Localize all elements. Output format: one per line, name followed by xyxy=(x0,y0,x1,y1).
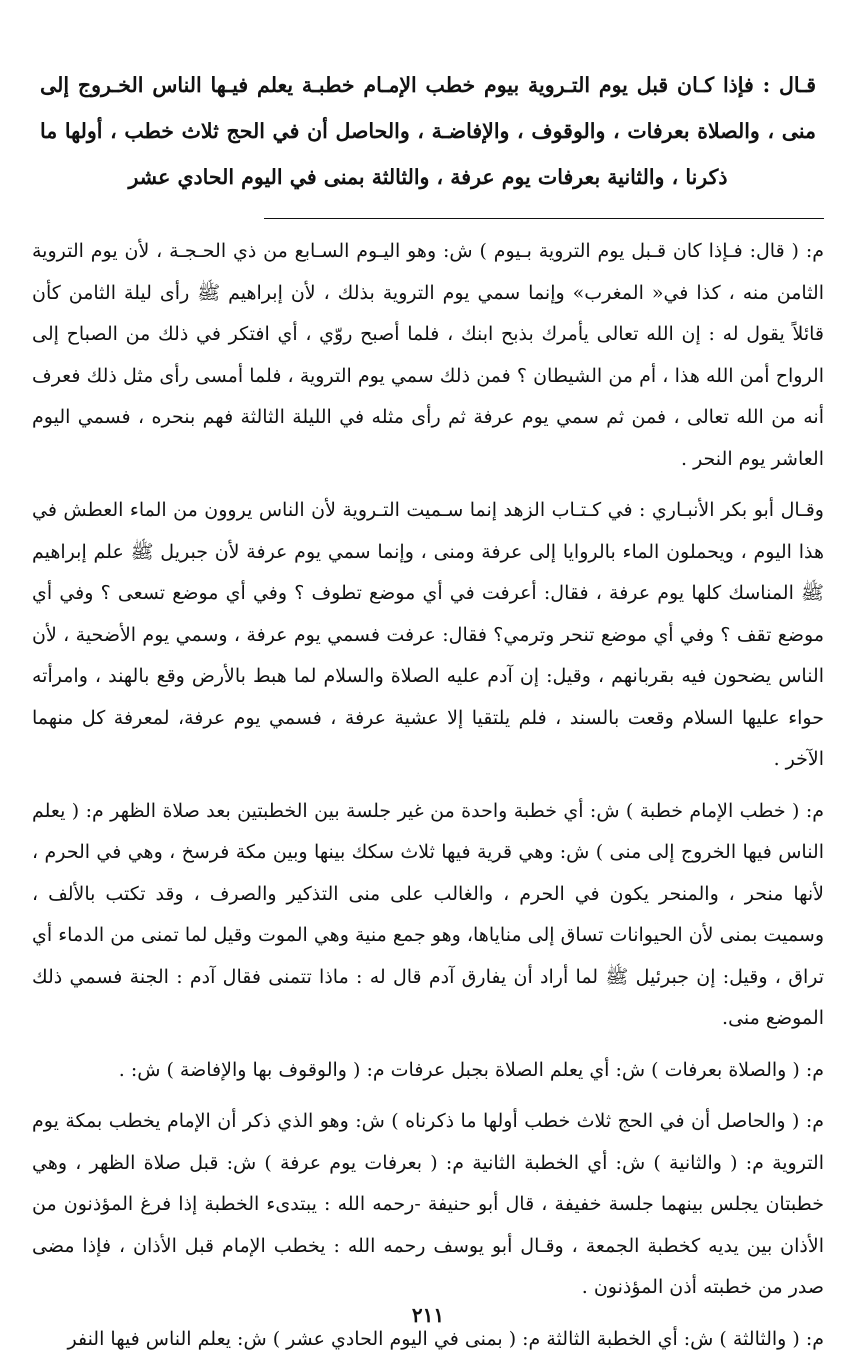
commentary-body xyxy=(32,231,824,1360)
paragraph-5: م: ( والحاصل أن في الحج ثلاث خطب أولها ما ذكرناه ) ش: وهو الذي ذكر أن الإمام يخطب بمكة يوم التروية م: ( والثانية ) ش: أي الخطبة الثانية م: ( بعرفات يوم عرفة ) ش: قبل صلاة الظهر ، وهي خطبتان يجلس بينهما جلسة خفيفة ، قال أبو حنيفة -رحمه الله : يبتدىء الخطبة إذا فرغ المؤذنون من الأذان بين يديه كخطبة الجمعة ، وقـال أبو يوسف رحمه الله : يخطب الإمام قبل الأذان ، فإذا مضى صدر من خطبته أذن المؤذنون . xyxy=(32,1110,824,1298)
page-number: ٢١١ xyxy=(411,1303,445,1327)
paragraph-2: وقـال أبو بكر الأنبـاري : في كـتـاب الزهد إنما سـميت التـروية لأن الناس يروون من الماء العطش في هذا اليوم ، ويحملون الماء بالروايا إلى عرفة ومنى ، وإنما سمي يوم عرفة لأن جبريل ﷺ علم إبراهيم ﷺ المناسك كلها يوم عرفة ، فقال: أعرفت في أي موضع تطوف ؟ وفي أي موضع تسعى ؟ وفي أي موضع تقف ؟ وفي أي موضع تنحر وترمي؟ فقال: عرفت فسمي يوم عرفة ، وسمي يوم الأضحية ، لأن الناس يضحون فيه بقربانهم ، وقيل: إن آدم عليه الصلاة والسلام لما هبط بالأرض وقع بالهند ، وامرأته حواء عليها السلام وقعت بالسند ، فلم يلتقيا إلا عشية عرفة ، فسمي يوم عرفة، لمعرفة كل منهما الآخر . xyxy=(32,499,824,770)
paragraph-3: م: ( خطب الإمام خطبة ) ش: أي خطبة واحدة من غير جلسة بين الخطبتين بعد صلاة الظهر م: ( يعلم الناس فيها الخروج إلى منى ) ش: وهي قرية فيها ثلاث سكك بينها وبين مكة فرسخ ، وهي في الحرم ، لأنها منحر ، والمنحر يكون في الحرم ، والغالب على منى التذكير والصرف ، وقد تكتب بالألف ، وسميت بمنى لأن الحيوانات تساق إلى مناياها، وهو جمع منية وهي الموت وقيل لما تمنى من الدماء أي تراق ، وقيل: إن جبرئيل ﷺ لما أراد أن يفارق آدم قال له : ماذا تتمنى فقال آدم : الجنة فسمي ذلك الموضع منى. xyxy=(32,799,824,1029)
paragraph-6: م: ( والثالثة ) ش: أي الخطبة الثالثة م: ( بمنى في اليوم الحادي عشر ) ش: يعلم الناس فيها النفر xyxy=(67,1327,824,1350)
paragraph-1: م: ( قال: فـإذا كان قـبل يوم التروية بـيوم ) ش: وهو اليـوم السـابع من ذي الحـجـة ، لأن يوم التروية الثامن منه ، كذا في« المغرب» وإنما سمي يوم التروية بذلك ، لأن إبراهيم ﷺ رأى ليلة الثامن كأن قائلاً يقول له : إن الله تعالى يأمرك بذبح ابنك ، فلما أصبح روّي ، أي افتكر في ذلك من الصباح إلى الرواح أمن الله هذا ، أم من الشيطان ؟ فمن ذلك سمي يوم التروية ، فلما أمسى رأى مثل ذلك فعرف أنه من الله تعالى ، فمن ثم سمي يوم عرفة ثم رأى مثله في الليلة الثالثة فهم بنحره ، فسمي اليوم العاشر يوم النحر . xyxy=(32,240,824,470)
paragraph-4: م: ( والصلاة بعرفات ) ش: أي يعلم الصلاة بجبل عرفات م: ( والوقوف بها والإفاضة ) ش: . xyxy=(118,1058,824,1081)
matn-text: قـال : فإذا كـان قبل يوم التـروية بيوم خطب الإمـام خطبـة يعلم فيـها الناس الخـروج إلى منى ، والصلاة بعرفات ، والوقوف ، والإفاضـة ، والحاصل أن في الحج ثلاث خطب ، أولها ما ذكرنا ، والثانية بعرفات يوم عرفة ، والثالثة بمنى في اليوم الحادي عشر xyxy=(40,73,816,189)
divider-line xyxy=(264,218,824,219)
